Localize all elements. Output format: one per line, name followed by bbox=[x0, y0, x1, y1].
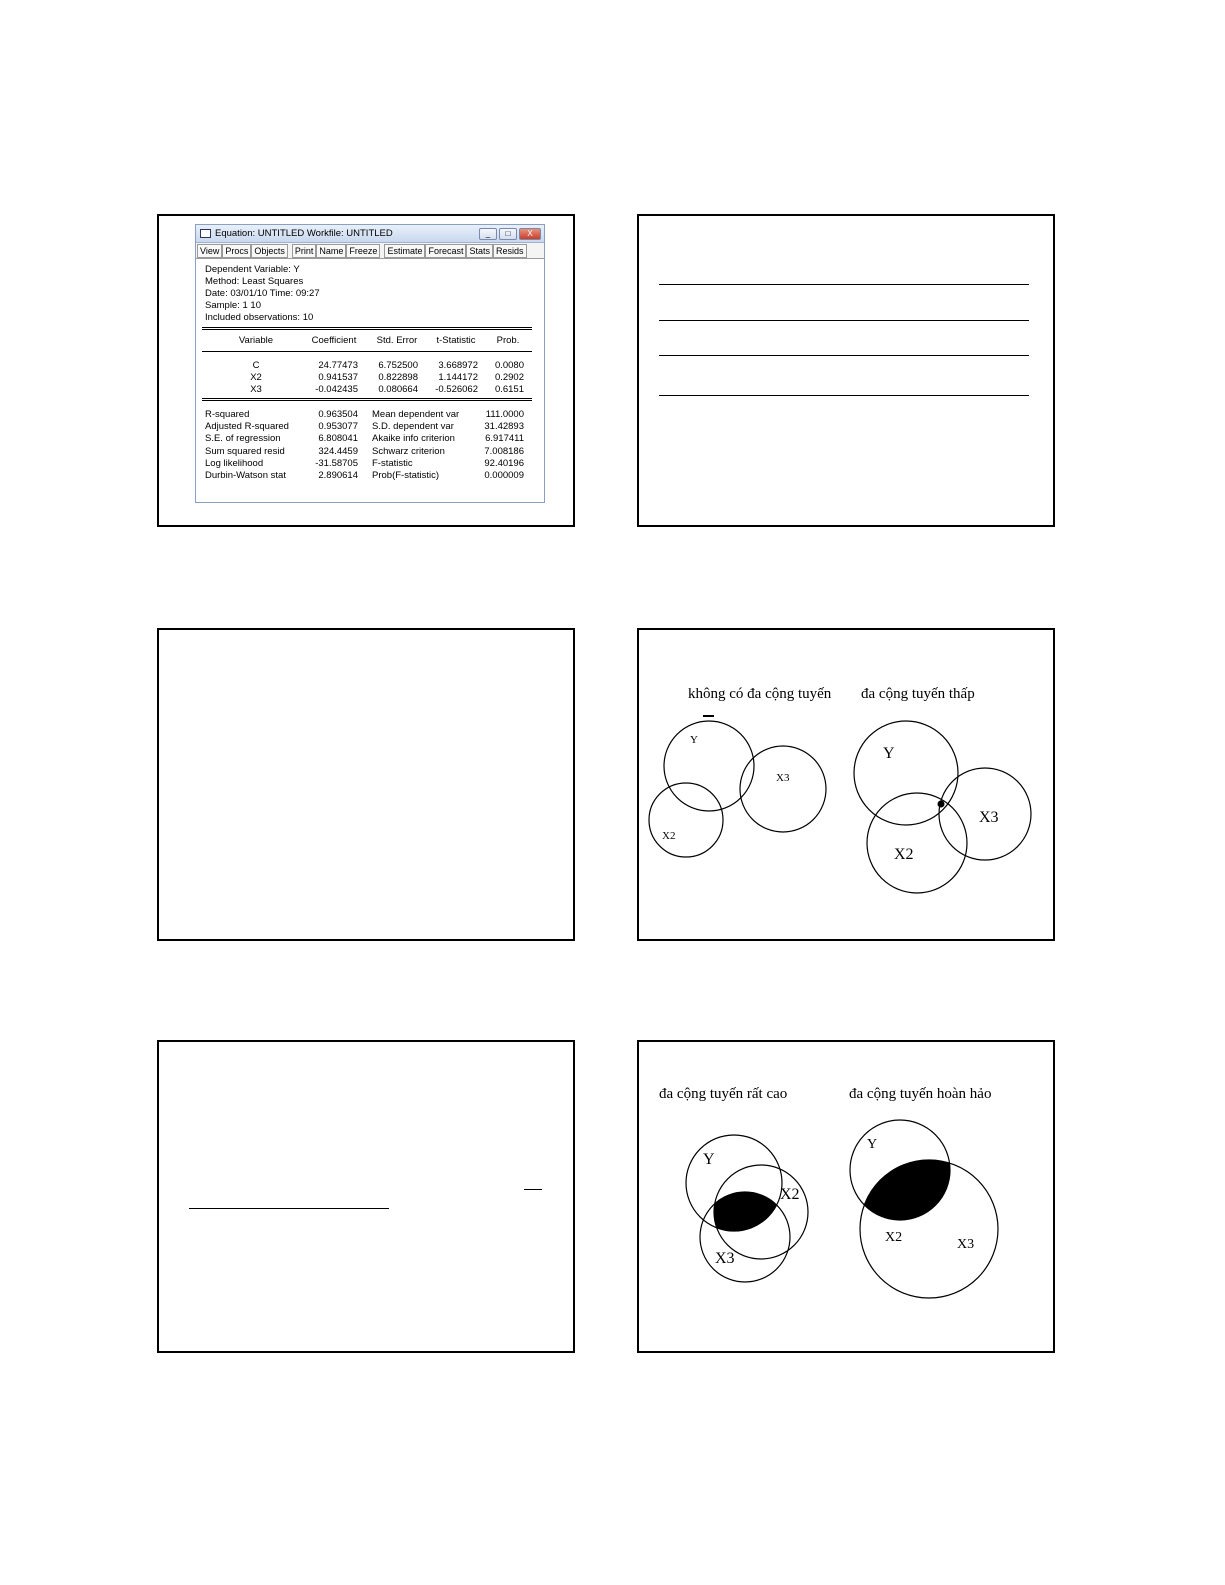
label-low-multicollinearity: đa cộng tuyến thấp bbox=[861, 686, 975, 702]
slide-blank bbox=[157, 628, 575, 941]
toolbar-objects-button[interactable]: Objects bbox=[251, 244, 288, 258]
table-top-rule bbox=[202, 327, 532, 330]
toolbar-name-button[interactable]: Name bbox=[316, 244, 346, 258]
venn-low-y-label: Y bbox=[883, 745, 895, 762]
toolbar-resids-button[interactable]: Resids bbox=[493, 244, 527, 258]
low-overlap-dot bbox=[938, 801, 945, 808]
col-header-t-statistic: t-Statistic bbox=[436, 335, 476, 346]
toolbar-estimate-button[interactable]: Estimate bbox=[384, 244, 425, 258]
label-very-high-multicollinearity: đa cộng tuyến rất cao bbox=[659, 1086, 788, 1102]
stat-label: Durbin-Watson stat bbox=[205, 470, 286, 481]
venn-none-x2-label: X2 bbox=[662, 830, 676, 842]
window-title-bar bbox=[196, 225, 544, 243]
maximize-button[interactable]: □ bbox=[499, 228, 517, 240]
slide-eviews-output bbox=[157, 214, 575, 527]
toolbar-stats-button[interactable]: Stats bbox=[466, 244, 493, 258]
cell-std-error: 0.822898 bbox=[378, 372, 418, 383]
stat-label: Akaike info criterion bbox=[372, 433, 455, 445]
cell-t-statistic: 3.668972 bbox=[438, 360, 478, 371]
ruled-line-3 bbox=[659, 355, 1029, 356]
label-no-multicollinearity: không có đa cộng tuyến bbox=[688, 686, 832, 702]
stat-value: 0.000009 bbox=[484, 470, 524, 481]
table-mid-rule bbox=[202, 398, 532, 401]
eviews-equation-window bbox=[195, 224, 545, 503]
stat-label: Sum squared resid bbox=[205, 445, 285, 457]
ruled-line-4 bbox=[659, 395, 1029, 396]
venn-high-y-label: Y bbox=[703, 1151, 715, 1168]
cell-coefficient: 0.941537 bbox=[318, 372, 358, 383]
circle-x3 bbox=[740, 746, 826, 832]
cell-t-statistic: -0.526062 bbox=[435, 384, 478, 395]
slide-ruled-lines bbox=[637, 214, 1055, 527]
close-button[interactable]: X bbox=[519, 228, 541, 240]
cell-coefficient: 24.77473 bbox=[318, 360, 358, 371]
ruled-line-1 bbox=[659, 284, 1029, 285]
slide-venn-high-perfect bbox=[637, 1040, 1055, 1353]
cell-variable: X2 bbox=[250, 372, 262, 383]
dependent-variable-line: Dependent Variable: Y bbox=[205, 264, 300, 275]
label-perfect-multicollinearity: đa cộng tuyến hoàn hảo bbox=[849, 1086, 992, 1102]
stat-value: 31.42893 bbox=[484, 421, 524, 433]
venn-perfect-y-label: Y bbox=[867, 1137, 878, 1152]
venn-high-x2-label: X2 bbox=[780, 1186, 800, 1203]
ruled-line-2 bbox=[659, 320, 1029, 321]
venn-high-perfect-diagram bbox=[639, 1042, 1053, 1351]
method-line: Method: Least Squares bbox=[205, 276, 304, 287]
underline-rule bbox=[189, 1208, 389, 1209]
cell-coefficient: -0.042435 bbox=[315, 384, 358, 395]
estimation-output bbox=[196, 259, 544, 481]
stat-value: 111.0000 bbox=[485, 409, 524, 420]
stat-value: -31.58705 bbox=[315, 457, 358, 469]
cell-std-error: 6.752500 bbox=[378, 360, 418, 371]
stat-label: Schwarz criterion bbox=[372, 445, 445, 457]
cell-variable: X3 bbox=[250, 384, 262, 395]
col-header-variable: Variable bbox=[238, 335, 274, 346]
cell-variable: C bbox=[252, 360, 260, 371]
window-title: Equation: UNTITLED Workfile: UNTITLED bbox=[215, 228, 393, 239]
venn-perfect-x2-label: X2 bbox=[885, 1230, 903, 1245]
short-rule bbox=[524, 1189, 542, 1190]
toolbar-freeze-button[interactable]: Freeze bbox=[346, 244, 380, 258]
venn-low-x2-label: X2 bbox=[894, 846, 914, 863]
slide-blank-with-rules bbox=[157, 1040, 575, 1353]
col-header-std-error: Std. Error bbox=[376, 335, 418, 346]
venn-none-low-diagram bbox=[639, 630, 1053, 939]
stat-value: 0.953077 bbox=[318, 421, 358, 433]
toolbar-view-button[interactable]: View bbox=[197, 244, 222, 258]
venn-high-x3-label: X3 bbox=[715, 1250, 735, 1267]
sample-line: Sample: 1 10 bbox=[205, 300, 261, 311]
stat-label: R-squared bbox=[205, 409, 250, 420]
date-time-line: Date: 03/01/10 Time: 09:27 bbox=[205, 288, 320, 299]
stat-label: S.E. of regression bbox=[205, 433, 281, 445]
observations-line: Included observations: 10 bbox=[205, 312, 314, 323]
stat-label: F-statistic bbox=[372, 457, 413, 469]
venn-none-x3-label: X3 bbox=[776, 772, 790, 784]
stat-label: Mean dependent var bbox=[372, 409, 460, 420]
stat-label: S.D. dependent var bbox=[372, 421, 454, 433]
cell-prob: 0.2902 bbox=[494, 372, 524, 383]
venn-no-multicollinearity bbox=[649, 716, 826, 857]
stat-label: Adjusted R-squared bbox=[205, 421, 289, 433]
slide-venn-none-low bbox=[637, 628, 1055, 941]
toolbar-procs-button[interactable]: Procs bbox=[222, 244, 251, 258]
venn-low-x3-label: X3 bbox=[979, 809, 999, 826]
stat-value: 0.963504 bbox=[318, 409, 358, 420]
toolbar-forecast-button[interactable]: Forecast bbox=[425, 244, 466, 258]
stat-value: 2.890614 bbox=[318, 470, 358, 481]
col-header-prob: Prob. bbox=[496, 335, 520, 346]
eviews-toolbar bbox=[196, 243, 544, 259]
minimize-button[interactable]: _ bbox=[479, 228, 497, 240]
cell-t-statistic: 1.144172 bbox=[438, 372, 478, 383]
perfect-overlap-fill bbox=[860, 1160, 998, 1298]
circle-y bbox=[854, 721, 958, 825]
toolbar-print-button[interactable]: Print bbox=[292, 244, 317, 258]
stat-value: 324.4459 bbox=[318, 445, 358, 457]
venn-none-y-label: Y bbox=[690, 734, 698, 746]
stat-label: Prob(F-statistic) bbox=[372, 470, 440, 481]
header-rule bbox=[202, 351, 532, 352]
stat-value: 6.808041 bbox=[318, 433, 358, 445]
equation-window-icon bbox=[200, 229, 211, 238]
circle-x2 bbox=[867, 793, 967, 893]
cell-prob: 0.6151 bbox=[494, 384, 524, 395]
stat-value: 6.917411 bbox=[485, 433, 524, 445]
stat-value: 92.40196 bbox=[484, 457, 524, 469]
circle-x2 bbox=[649, 783, 723, 857]
col-header-coefficient: Coefficient bbox=[311, 335, 357, 346]
stat-value: 7.008186 bbox=[484, 445, 524, 457]
cell-std-error: 0.080664 bbox=[378, 384, 418, 395]
cell-prob: 0.0080 bbox=[494, 360, 524, 371]
stat-label: Log likelihood bbox=[205, 457, 264, 469]
venn-perfect-x3-label: X3 bbox=[957, 1237, 975, 1252]
